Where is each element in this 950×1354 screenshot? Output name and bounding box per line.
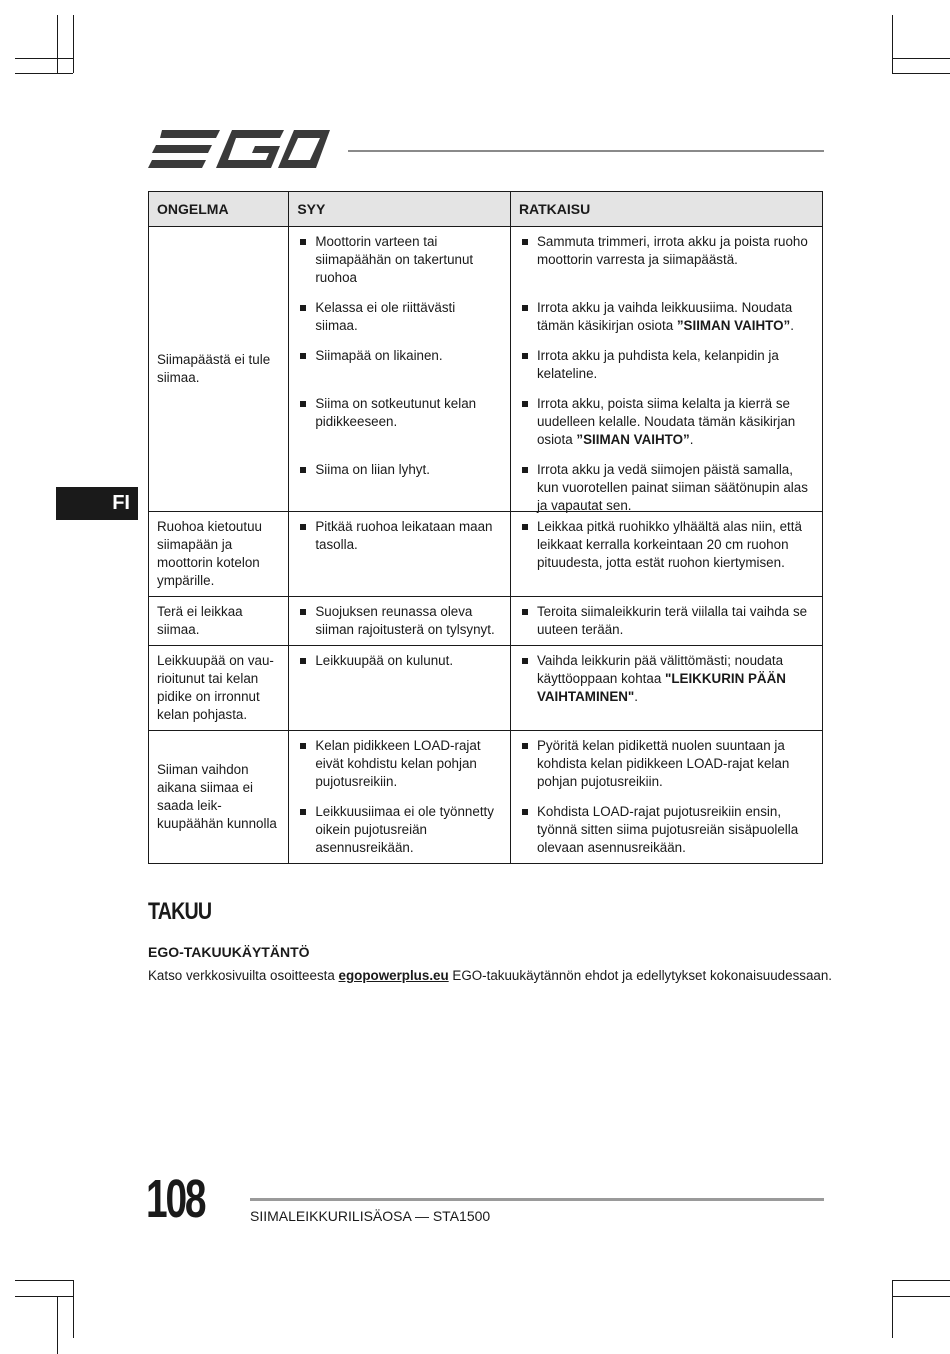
crop-mark xyxy=(892,1280,893,1338)
cause-item xyxy=(289,455,510,511)
cause-cell xyxy=(289,227,511,512)
bullet-icon xyxy=(300,809,306,815)
cause-cell xyxy=(289,512,511,597)
solution-text xyxy=(537,299,812,335)
bullet-icon xyxy=(300,658,306,664)
solution-item xyxy=(511,731,822,797)
solution-cell xyxy=(510,227,822,512)
cause-item xyxy=(289,227,510,293)
bullet-icon xyxy=(522,524,528,530)
solution-cell xyxy=(510,597,822,646)
solution-reference: ”SIIMAN VAIHTO” xyxy=(576,432,690,448)
problem-text: Leikkuupää on vau-rioitunut tai kelan pidike on irronnut kelan pohjasta. xyxy=(157,652,274,723)
problem-cell xyxy=(149,512,289,597)
table-header-row xyxy=(149,192,823,227)
bullet-icon xyxy=(522,305,528,311)
bullet-icon xyxy=(300,524,306,530)
solution-list xyxy=(511,227,822,514)
solution-text-pre: Irrota akku ja vaihda leikkuusiima. Noudata tämän käsikirjan osiota xyxy=(536,300,793,334)
problem-text: Siiman vaihdon aikana siimaa ei saada leik-kuupäähän kunnolla xyxy=(157,761,277,832)
problem-cell xyxy=(149,227,289,512)
solution-list xyxy=(511,646,822,730)
cause-list xyxy=(289,731,510,863)
crop-mark xyxy=(892,73,950,74)
cause-item xyxy=(289,512,510,596)
solution-reference: "LEIKKURIN PÄÄN VAIHTAMINEN" xyxy=(536,671,786,705)
cause-item xyxy=(289,597,510,645)
crop-mark xyxy=(73,15,74,73)
cause-text: Moottorin varteen tai siimapäähän on takertunut ruohoa xyxy=(315,234,474,286)
solution-item xyxy=(511,293,822,341)
crop-mark xyxy=(57,1296,58,1354)
cause-cell xyxy=(289,646,511,731)
solution-item xyxy=(511,646,822,730)
warranty-text-post: EGO-takuukäytännön ehdot ja edellytykset kokonaisuudessaan. xyxy=(448,968,833,983)
problem-text: Ruohoa kietoutuu siimapään ja moottorin kotelon ympärille. xyxy=(157,518,262,589)
cause-list xyxy=(289,512,510,596)
table-row xyxy=(149,731,823,864)
bullet-icon xyxy=(300,353,306,359)
cause-cell xyxy=(289,597,511,646)
crop-mark xyxy=(57,15,58,73)
bullet-icon xyxy=(522,239,528,245)
crop-mark xyxy=(892,58,950,59)
cause-text: Kelan pidikkeen LOAD-rajat eivät kohdistu kelan pohjan pujotusreikiin. xyxy=(315,738,481,790)
cause-text: Siimapää on likainen. xyxy=(315,348,443,363)
bullet-icon xyxy=(522,609,528,615)
problem-cell xyxy=(149,731,289,864)
solution-item xyxy=(511,797,822,863)
solution-text: Pyöritä kelan pidikettä nuolen suuntaan ja kohdista kelan pidikkeen LOAD-rajat kelan pohjan pujotusreikiin. xyxy=(536,738,790,790)
bullet-icon xyxy=(300,743,306,749)
crop-mark xyxy=(15,58,73,59)
bullet-icon xyxy=(300,467,306,473)
page-number: 108 xyxy=(146,1169,205,1229)
cause-cell xyxy=(289,731,511,864)
language-tab: FI xyxy=(56,487,138,520)
column-header-problem: ONGELMA xyxy=(149,192,289,227)
solution-text: Irrota akku ja puhdista kela, kelanpidin ja kelateline. xyxy=(536,348,779,382)
bullet-icon xyxy=(522,353,528,359)
footer-product: SIIMALEIKKURILISÄOSA — STA1500 xyxy=(250,1208,491,1224)
bullet-icon xyxy=(300,305,306,311)
solution-text-pre: Irrota akku, poista siima kelalta ja kierrä se uudelleen kelalle. Noudata tämän käsikirjan osiota xyxy=(536,396,796,448)
crop-mark xyxy=(892,1280,950,1281)
cause-item xyxy=(289,731,510,797)
cause-text: Suojuksen reunassa oleva siiman rajoitusterä on tylsynyt. xyxy=(315,604,495,638)
problem-cell xyxy=(149,646,289,731)
cause-item xyxy=(289,341,510,389)
solution-text xyxy=(537,652,812,707)
cause-list xyxy=(289,597,510,645)
crop-mark xyxy=(15,1280,73,1281)
table-row xyxy=(149,646,823,731)
problem-cell xyxy=(149,597,289,646)
footer-rule xyxy=(250,1198,824,1201)
cause-text: Leikkuusiimaa ei ole työnnetty oikein pujotusreiän asennusreikään. xyxy=(315,804,494,856)
solution-item xyxy=(511,389,822,455)
solution-item xyxy=(511,597,822,645)
cause-text: Siima on liian lyhyt. xyxy=(315,462,430,477)
cause-text: Siima on sotkeutunut kelan pidikkeeseen. xyxy=(315,396,477,430)
solution-list xyxy=(511,512,822,596)
bullet-icon xyxy=(300,401,306,407)
crop-mark xyxy=(892,1296,950,1297)
crop-mark xyxy=(73,1280,74,1338)
bullet-icon xyxy=(522,809,528,815)
warranty-text xyxy=(148,968,838,983)
cause-text: Leikkuupää on kulunut. xyxy=(315,653,454,668)
table-row xyxy=(149,597,823,646)
solution-cell xyxy=(510,731,822,864)
section-title: TAKUU xyxy=(148,898,212,925)
solution-text-post: . xyxy=(689,432,694,448)
cause-item xyxy=(289,797,510,863)
solution-list xyxy=(511,597,822,645)
bullet-icon xyxy=(522,467,528,473)
header-rule xyxy=(348,150,824,152)
table-row xyxy=(149,227,823,512)
solution-item xyxy=(511,341,822,389)
column-header-solution: RATKAISU xyxy=(510,192,822,227)
bullet-icon xyxy=(300,239,306,245)
solution-text: Irrota akku ja vedä siimojen päistä samalla, kun vuorotellen painat siiman säätönupin alas ja vapautat sen. xyxy=(536,462,808,514)
table-row xyxy=(149,512,823,597)
bullet-icon xyxy=(522,743,528,749)
section-subtitle: EGO-TAKUUKÄYTÄNTÖ xyxy=(148,944,310,960)
cause-text: Pitkää ruohoa leikataan maan tasolla. xyxy=(315,519,493,553)
solution-reference: ”SIIMAN VAIHTO” xyxy=(676,318,791,334)
cause-text: Kelassa ei ole riittävästi siimaa. xyxy=(315,300,456,334)
solution-text-pre: Vaihda leikkurin pää välittömästi; noudata käyttöoppaan kohtaa xyxy=(536,653,784,687)
cause-item xyxy=(289,293,510,341)
solution-item xyxy=(511,227,822,293)
cause-item xyxy=(289,646,510,730)
solution-text: Leikkaa pitkä ruohikko ylhäältä alas niin, että leikkaat kerralla korkeintaan 20 cm ruohon pituudesta, jotta estät ruohon kiertymisen. xyxy=(536,519,802,571)
problem-text: Terä ei leikkaa siimaa. xyxy=(157,603,243,637)
solution-text: Teroita siimaleikkurin terä viilalla tai vaihda se uuteen terään. xyxy=(536,604,808,638)
troubleshooting-table xyxy=(148,191,823,864)
solution-text: Sammuta trimmeri, irrota akku ja poista ruoho moottorin varresta ja siimapäästä. xyxy=(536,234,808,268)
cause-list xyxy=(289,227,510,511)
bullet-icon xyxy=(300,609,306,615)
cause-item xyxy=(289,389,510,455)
warranty-link[interactable]: egopowerplus.eu xyxy=(338,968,449,983)
solution-text-post: . xyxy=(790,318,794,334)
bullet-icon xyxy=(522,658,528,664)
solution-item xyxy=(511,512,822,596)
crop-mark xyxy=(15,1296,73,1297)
solution-text: Kohdista LOAD-rajat pujotusreikiin ensin, työnnä sitten siima pujotusreiän sisäpuolella olevaan asennusreikään. xyxy=(536,804,799,856)
solution-cell xyxy=(510,646,822,731)
warranty-text-pre: Katso verkkosivuilta osoitteesta xyxy=(148,968,339,983)
cause-list xyxy=(289,646,510,730)
solution-item xyxy=(511,455,822,514)
column-header-cause: SYY xyxy=(289,192,511,227)
problem-text: Siimapäästä ei tule siimaa. xyxy=(157,351,271,385)
solution-list xyxy=(511,731,822,863)
bullet-icon xyxy=(522,401,528,407)
crop-mark xyxy=(892,15,893,73)
solution-cell xyxy=(510,512,822,597)
crop-mark xyxy=(15,73,73,74)
ego-logo xyxy=(148,128,333,172)
solution-text-post: . xyxy=(634,689,639,705)
solution-text xyxy=(537,395,812,450)
